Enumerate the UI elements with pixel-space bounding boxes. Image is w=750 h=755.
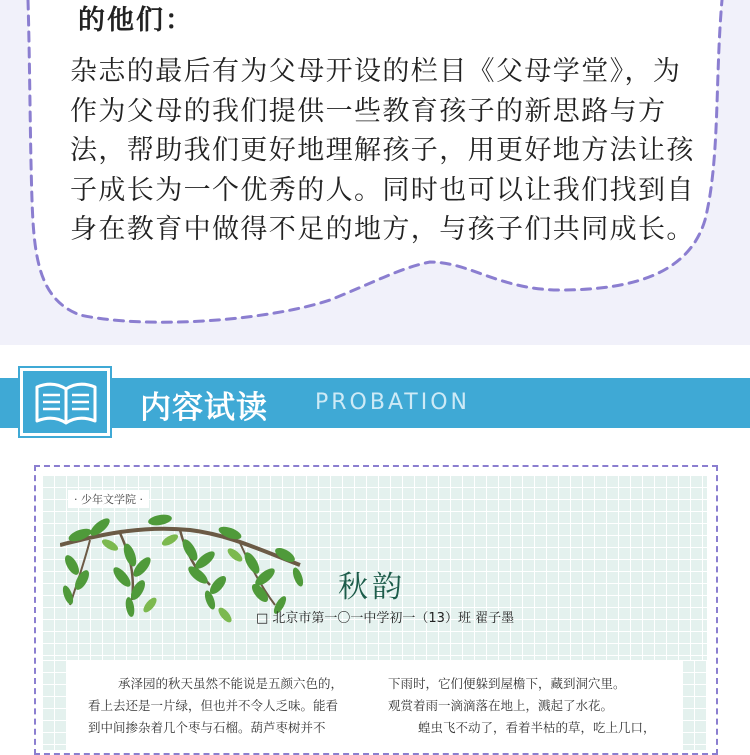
grid-margin-left (42, 660, 67, 750)
bubble-line: 法，帮助我们更好地理解孩子，用更好地方法让孩 (70, 135, 695, 167)
article-title: 秋韵 (338, 570, 406, 605)
bubble-paragraph (70, 52, 720, 250)
article-line: 看上去还是一片绿，但也并不令人乏味。能看 (88, 698, 339, 713)
open-book-icon (33, 379, 99, 427)
article-line: 蝗虫飞不动了，看着半枯的草，吃上几口， (418, 720, 656, 735)
section-title: 内容试读 (140, 390, 268, 426)
article-column-right (388, 673, 688, 739)
article-line: 承泽园的秋天虽然不能说是五颜六色的， (118, 676, 344, 691)
column-label: · 少年文学院 · (68, 490, 149, 508)
bubble-line: 杂志的最后有为父母开设的栏目《父母学堂》，为 (70, 56, 682, 87)
intro-bubble-section (0, 0, 750, 345)
article-line: 下雨时，它们便躲到屋檐下，藏到洞穴里。 (388, 676, 626, 691)
bubble-heading: 的他们： (78, 5, 194, 36)
article-line: 到中间掺杂着几个枣与石榴。葫芦枣树并不 (88, 720, 326, 735)
article-byline: □ 北京市第一〇一中学初一（13）班 翟子墨 (256, 611, 515, 626)
bubble-line: 作为父母的我们提供一些教育孩子的新思路与方 (70, 95, 667, 127)
bubble-line: 子成长为一个优秀的人。同时也可以让我们找到自 (70, 174, 695, 206)
bubble-line: 身在教育中做得不足的地方，与孩子们共同成长。 (70, 214, 695, 246)
article-line: 观赏着雨一滴滴落在地上，溅起了水花。 (388, 698, 614, 713)
book-icon-box (20, 368, 110, 436)
section-subtitle: PROBATION (315, 390, 471, 415)
article-column-left (88, 673, 368, 739)
